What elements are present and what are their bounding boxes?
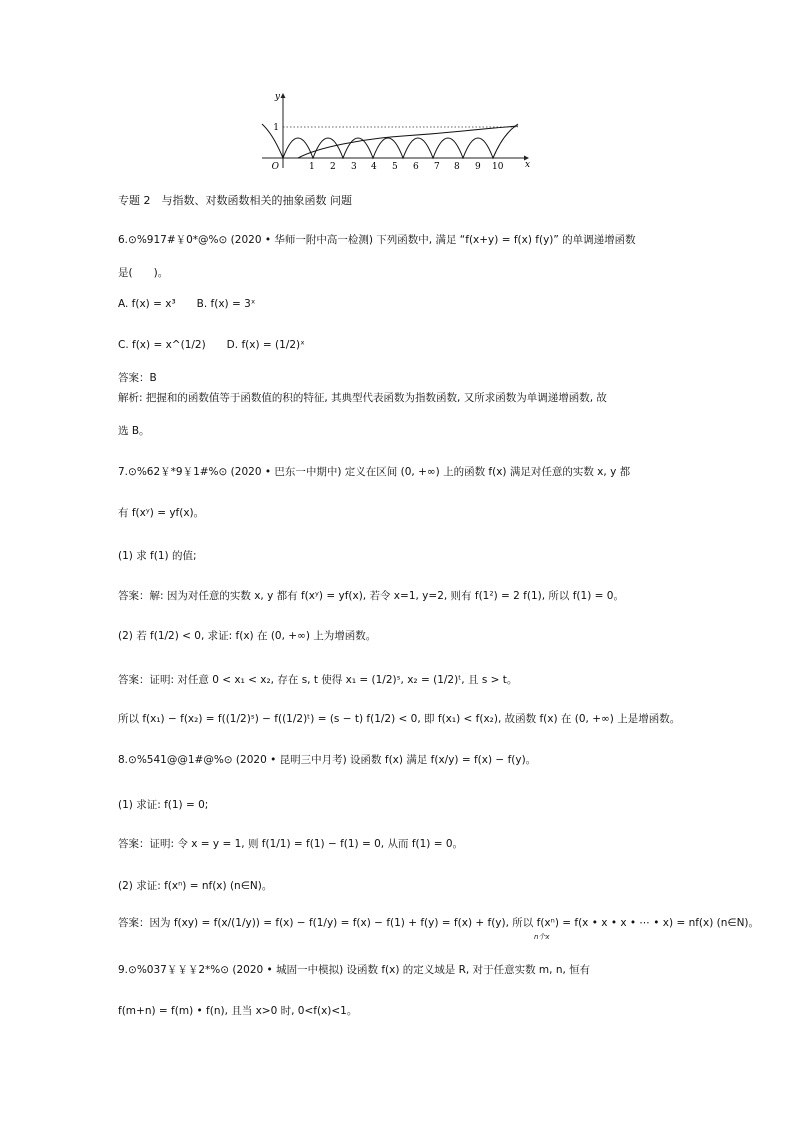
underbrace-label: n个x [534, 933, 550, 941]
q6-stem: 6.⊙%917#￥0*@%⊙ (2020 • 华师一附中高一检测) 下列函数中, 满足 “f(x+y) = f(x) f(y)” 的单调递增函数 [118, 234, 636, 246]
section-title: 专题 2 与指数、对数函数相关的抽象函数 问题 [118, 194, 352, 207]
x-axis-label: x [525, 160, 531, 170]
q6-options-cd: C. f(x) = x^(1/2) D. f(x) = (1/2)ˣ [118, 339, 305, 351]
q7-part1: (1) 求 f(1) 的值; [118, 550, 197, 562]
q8-part1-answer: 答案：证明: 令 x = y = 1, 则 f(1/1) = f(1) − f(1) = 0, 从而 f(1) = 0。 [118, 838, 464, 850]
x-tick-4: 4 [371, 162, 377, 170]
q7-part1-answer: 答案：解: 因为对任意的实数 x, y 都有 f(xʸ) = yf(x), 若令 x=1, y=2, 则有 f(1²) = 2 f(1), 所以 f(1) = 0。 [118, 590, 624, 602]
x-tick-2: 2 [330, 162, 336, 170]
q7-stem: 7.⊙%62￥*9￥1#%⊙ (2020 • 巴东一中期中) 定义在区间 (0, +∞) 上的函数 f(x) 满足对任意的实数 x, y 都 [118, 466, 631, 478]
q9-stem: 9.⊙%037￥￥￥2*%⊙ (2020 • 城固一中模拟) 设函数 f(x) 的定义域是 R, 对于任意实数 m, n, 恒有 [118, 964, 591, 976]
q8-part1: (1) 求证: f(1) = 0; [118, 799, 209, 811]
x-tick-1: 1 [309, 162, 315, 170]
q8-part2: (2) 求证: f(xⁿ) = nf(x) (n∈N)。 [118, 880, 273, 892]
y-axis-label: y [274, 92, 280, 102]
x-tick-8: 8 [454, 162, 460, 170]
x-tick-9: 9 [475, 162, 481, 170]
q8-part2-answer: 答案：因为 f(xy) = f(x/(1/y)) = f(x) − f(1/y) = f(x) − f(1) + f(y) = f(x) + f(y), 所以 f(xⁿ) = f(x • x • x • ⋯ • x) = nf(x) (n∈N)。 [118, 917, 760, 929]
x-tick-7: 7 [434, 162, 440, 170]
origin-label: O [271, 162, 279, 170]
x-tick-10: 10 [492, 162, 504, 170]
q7-part2-answer: 答案：证明: 对任意 0 < x₁ < x₂, 存在 s, t 使得 x₁ = (1/2)ˢ, x₂ = (1/2)ᵗ, 且 s > t。 [118, 674, 518, 686]
y-axis-arrow [281, 93, 286, 98]
q6-stem-cont: 是( )。 [118, 267, 169, 279]
q6-analysis: 解析: 把握和的函数值等于函数值的积的特征, 其典型代表函数为指数函数, 又所求函数为单调递增函数, 故 [118, 392, 607, 404]
q9-stem-cont: f(m+n) = f(m) • f(n), 且当 x>0 时, 0<f(x)<1。 [118, 1005, 358, 1017]
q6-answer: 答案：B [118, 372, 157, 384]
q7-part2-answer-cont: 所以 f(x₁) − f(x₂) = f((1/2)ˢ) − f((1/2)ᵗ) = (s − t) f(1/2) < 0, 即 f(x₁) < f(x₂), 故函数 f(x) 在 (0, +∞) 上是增函数。 [118, 713, 681, 725]
function-graph [258, 90, 533, 170]
q7-stem-cont: 有 f(xʸ) = yf(x)。 [118, 507, 205, 519]
q6-analysis-cont: 选 B。 [118, 425, 150, 437]
x-tick-5: 5 [392, 162, 398, 170]
y-tick-label: 1 [273, 123, 279, 133]
q6-options-ab: A. f(x) = x³ B. f(x) = 3ˣ [118, 298, 256, 310]
q8-stem: 8.⊙%541@@1#@%⊙ (2020 • 昆明三中月考) 设函数 f(x) 满足 f(x/y) = f(x) − f(y)。 [118, 754, 537, 766]
q7-part2: (2) 若 f(1/2) < 0, 求证: f(x) 在 (0, +∞) 上为增函数。 [118, 630, 377, 642]
x-tick-6: 6 [413, 162, 419, 170]
x-tick-3: 3 [351, 162, 357, 170]
